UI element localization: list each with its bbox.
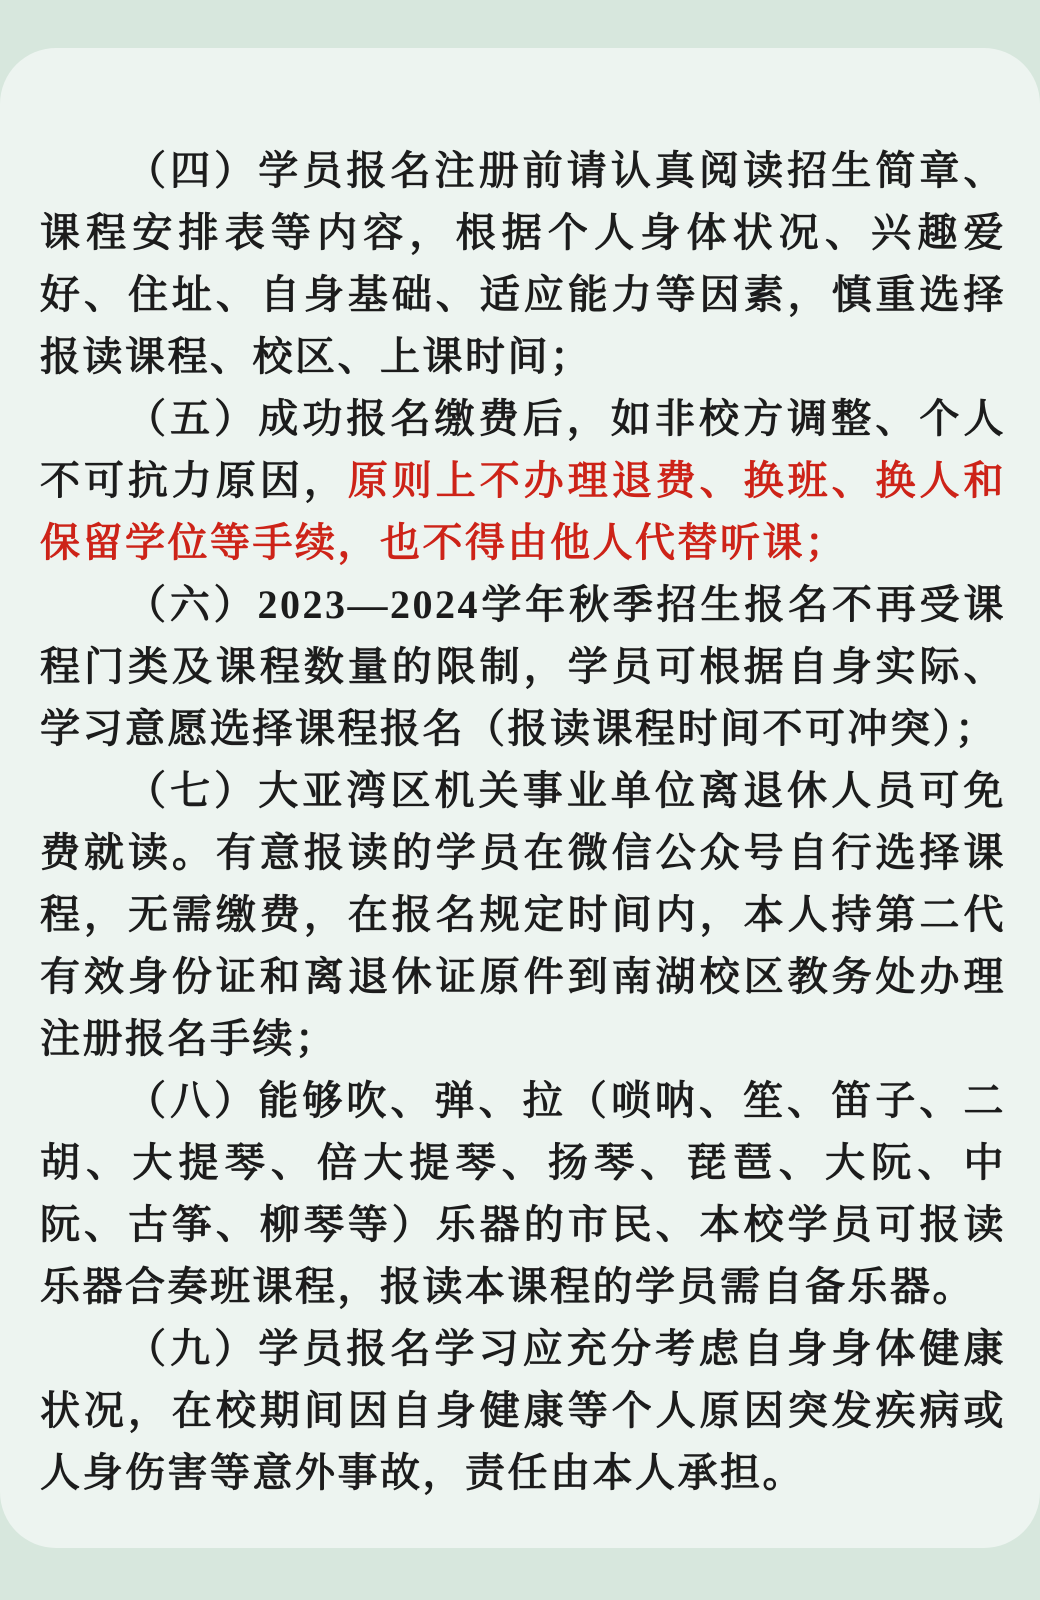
paragraph: [40, 760, 1006, 1070]
text-run: （六）2023—2024学年秋季招生报名不再受课程门类及课程数量的限制，学员可根据自身实际、学习意愿选择课程报名（报读课程时间不可冲突）；: [40, 582, 1006, 751]
paragraph: [40, 140, 1006, 388]
paragraph: [40, 574, 1006, 760]
text-run: （五）成功报名缴费后，如非校方调整、个人不可抗力原因，: [40, 396, 1006, 503]
notice-card: [0, 48, 1040, 1548]
highlighted-text-run: 原则上不办理退费、换班、换人和保留学位等手续，也不得由他人代替听课；: [40, 458, 1007, 565]
text-run: （九）学员报名学习应充分考虑自身身体健康状况，在校期间因自身健康等个人原因突发疾病或人身伤害等意外事故，责任由本人承担。: [40, 1326, 1006, 1495]
notice-paragraphs: [40, 140, 1006, 1504]
text-run: （八）能够吹、弹、拉（唢呐、笙、笛子、二胡、大提琴、倍大提琴、扬琴、琵琶、大阮、中阮、古筝、柳琴等）乐器的市民、本校学员可报读乐器合奏班课程，报读本课程的学员需自备乐器。: [40, 1078, 1006, 1309]
text-run: （四）学员报名注册前请认真阅读招生简章、课程安排表等内容，根据个人身体状况、兴趣爱好、住址、自身基础、适应能力等因素，慎重选择报读课程、校区、上课时间；: [40, 148, 1006, 379]
paragraph: [40, 1070, 1006, 1318]
paragraph: [40, 388, 1006, 574]
text-run: （七）大亚湾区机关事业单位离退休人员可免费就读。有意报读的学员在微信公众号自行选择课程，无需缴费，在报名规定时间内，本人持第二代有效身份证和离退休证原件到南湖校区教务处办理注册报名手续；: [40, 768, 1006, 1061]
paragraph: [40, 1318, 1006, 1504]
